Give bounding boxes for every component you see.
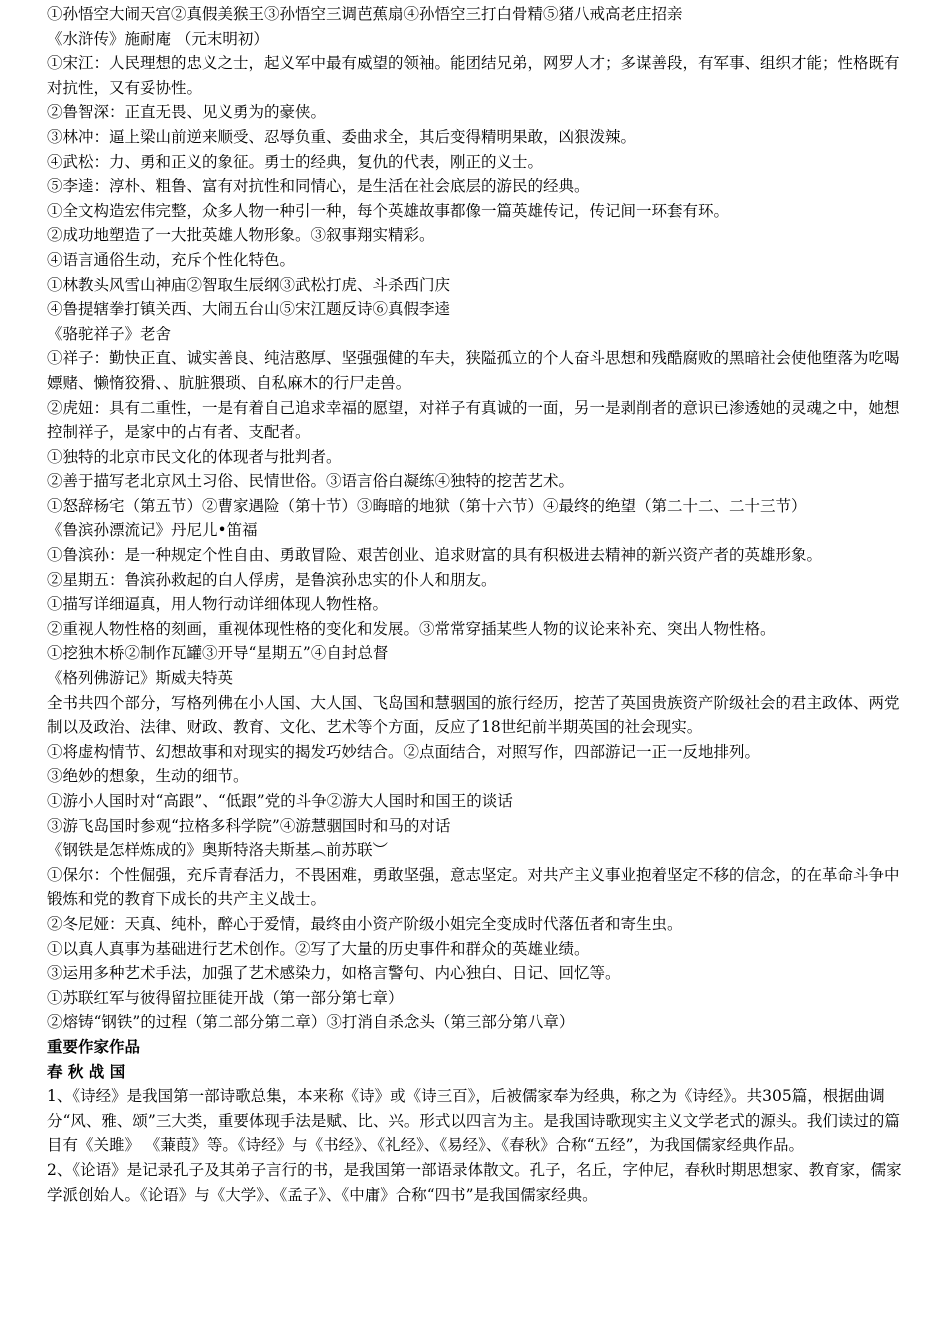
text-line: ①描写详细逼真，用人物行动详细体现人物性格。	[47, 595, 389, 614]
text-line: ③林冲：逼上梁山前逆来顺受、忍辱负重、委曲求全，其后变得精明果敢，凶狠泼辣。	[47, 127, 637, 146]
text-line: ④语言通俗生动，充斥个性化特色。	[47, 250, 296, 269]
list-item: 2、《论语》是记录孔子及其弟子言行的书，是我国第一部语录体散文。孔子，名丘，字仲尼，春秋时期思想家、教育家，儒家学派创始人。《论语》与《大学》、《孟子》、《中庸》合称“四书”是我国儒家经典。	[47, 1160, 902, 1204]
text-line: ②冬尼娅：天真、纯朴，醉心于爱情，最终由小资产阶级小姐完全变成时代落伍者和寄生虫。	[47, 914, 683, 933]
text-line: ②善于描写老北京风土习俗、民情世俗。③语言俗白凝练④独特的挖苦艺术。	[47, 472, 575, 491]
text-line: ②熔铸“钢铁”的过程（第二部分第二章）③打消自杀念头（第三部分第八章）	[47, 1013, 575, 1032]
text-line: ②虎妞：具有二重性，一是有着自己追求幸福的愿望，对祥子有真诚的一面，另一是剥削者的意识已渗透她的灵魂之中，她想控制祥子，是家中的占有者、支配者。	[47, 398, 900, 442]
text-line: ②重视人物性格的刻画，重视体现性格的变化和发展。③常常穿插某些人物的议论来补充、突出人物性格。	[47, 619, 776, 638]
text-line: ①独特的北京市民文化的体现者与批判者。	[47, 447, 342, 466]
text-line: ①怒辞杨宅（第五节）②曹家遇险（第十节）③晦暗的地狱（第十六节）④最终的绝望（第二十二、二十三节）	[47, 496, 807, 515]
text-line: ②鲁智深：正直无畏、见义勇为的豪侠。	[47, 103, 327, 122]
text-line: ①游小人国时对“高跟”、“低跟”党的斗争②游大人国时和国王的谈话	[47, 792, 513, 810]
text-line: ⑤李逵：淳朴、粗鲁、富有对抗性和同情心，是生活在社会底层的游民的经典。	[47, 177, 590, 196]
book-title-line: 《格列佛游记》斯威夫特英	[47, 669, 234, 688]
text-line: ①祥子：勤快正直、诚实善良、纯洁憨厚、坚强强健的车夫，狭隘孤立的个人奋斗思想和残酷腐败的黑暗社会使他堕落为吃喝嫖赌、懒惰狡猾、、肮脏猥琐、自私麻木的行尸走兽。	[47, 349, 900, 392]
list-item: 1、《诗经》是我国第一部诗歌总集，本来称《诗》或《诗三百》，后被儒家奉为经典，称之为《诗经》。共305篇，根据曲调分“风、雅、颂”三大类，重要体现手法是赋、比、兴。形式以四言为主。是我国诗歌现实主义文学老式的源头。我们读过的篇目有《关雎》 《蒹葭》等。《诗经》与《书经》、《礼经》、《易经》、《春秋》合称“五经”，为我国儒家经典作品。	[47, 1087, 900, 1155]
text-line: ④武松：力、勇和正义的象征。勇士的经典，复仇的代表，刚正的义士。	[47, 152, 544, 171]
text-line: ④鲁提辖拳打镇关西、大闹五台山⑤宋江题反诗⑥真假李逵	[47, 300, 451, 319]
text-line: ①林教头风雪山神庙②智取生辰纲③武松打虎、斗杀西门庆	[47, 275, 451, 294]
text-line: ①孙悟空大闹天宫②真假美猴王③孙悟空三调芭蕉扇④孙悟空三打白骨精⑤猪八戒高老庄招亲	[47, 5, 683, 23]
text-line: ①鲁滨孙：是一种规定个性自由、勇敢冒险、艰苦创业、追求财富的具有积极进去精神的新兴资产者的英雄形象。	[47, 546, 823, 565]
text-line: ③绝妙的想象，生动的细节。	[47, 767, 249, 786]
text-line: ①将虚构情节、幻想故事和对现实的揭发巧妙结合。②点面结合，对照写作，四部游记一正一反地排列。	[47, 742, 761, 761]
book-title-line: 《骆驼祥子》老舍	[47, 324, 172, 343]
subsection-heading: 春 秋 战 国	[47, 1062, 126, 1081]
text-line: ①挖独木桥②制作瓦罐③开导“星期五”④自封总督	[47, 644, 389, 663]
text-line: ③运用多种艺术手法，加强了艺术感染力，如格言警句、内心独白、日记、回忆等。	[47, 964, 621, 983]
text-line: ①宋江：人民理想的忠义之士，起义军中最有威望的领袖。能团结兄弟，网罗人才；多谋善段，有军事、组织才能；性格既有对抗性，又有妥协性。	[47, 54, 900, 97]
text-line: ①苏联红军与彼得留拉匪徒开战（第一部分第七章）	[47, 988, 404, 1007]
text-line: ②星期五：鲁滨孙救起的白人俘虏，是鲁滨孙忠实的仆人和朋友。	[47, 570, 497, 589]
text-line: ②成功地塑造了一大批英雄人物形象。③叙事翔实精彩。	[47, 226, 435, 245]
section-heading: 重要作家作品	[47, 1037, 141, 1056]
text-line: 全书共四个部分，写格列佛在小人国、大人国、飞岛国和慧骃国的旅行经历，挖苦了英国贵族资产阶级社会的君主政体、两党制以及政治、法律、财政、教育、文化、艺术等个方面，反应了18世纪前半期英国的社会现实。	[47, 693, 900, 737]
text-line: ①以真人真事为基础进行艺术创作。②写了大量的历史事件和群众的英雄业绩。	[47, 939, 590, 958]
text-line: ①全文构造宏伟完整，众多人物一种引一种，每个英雄故事都像一篇英雄传记，传记间一环套有环。	[47, 201, 730, 220]
book-title-line: 《水浒传》施耐庵 （元末明初）	[47, 29, 269, 48]
text-line: ①保尔：个性倔强，充斥青春活力，不畏困难，勇敢坚强，意志坚定。对共产主义事业抱着坚定不移的信念，的在革命斗争中锻炼和党的教育下成长的共产主义战士。	[47, 865, 900, 909]
text-line: ③游飞岛国时参观“拉格多科学院”④游慧骃国时和马的对话	[47, 816, 451, 835]
book-title-line: 《鲁滨孙漂流记》丹尼儿•笛福	[47, 521, 258, 540]
book-title-line: 《钢铁是怎样炼成的》奥斯特洛夫斯基︵前苏联︶	[47, 841, 389, 860]
